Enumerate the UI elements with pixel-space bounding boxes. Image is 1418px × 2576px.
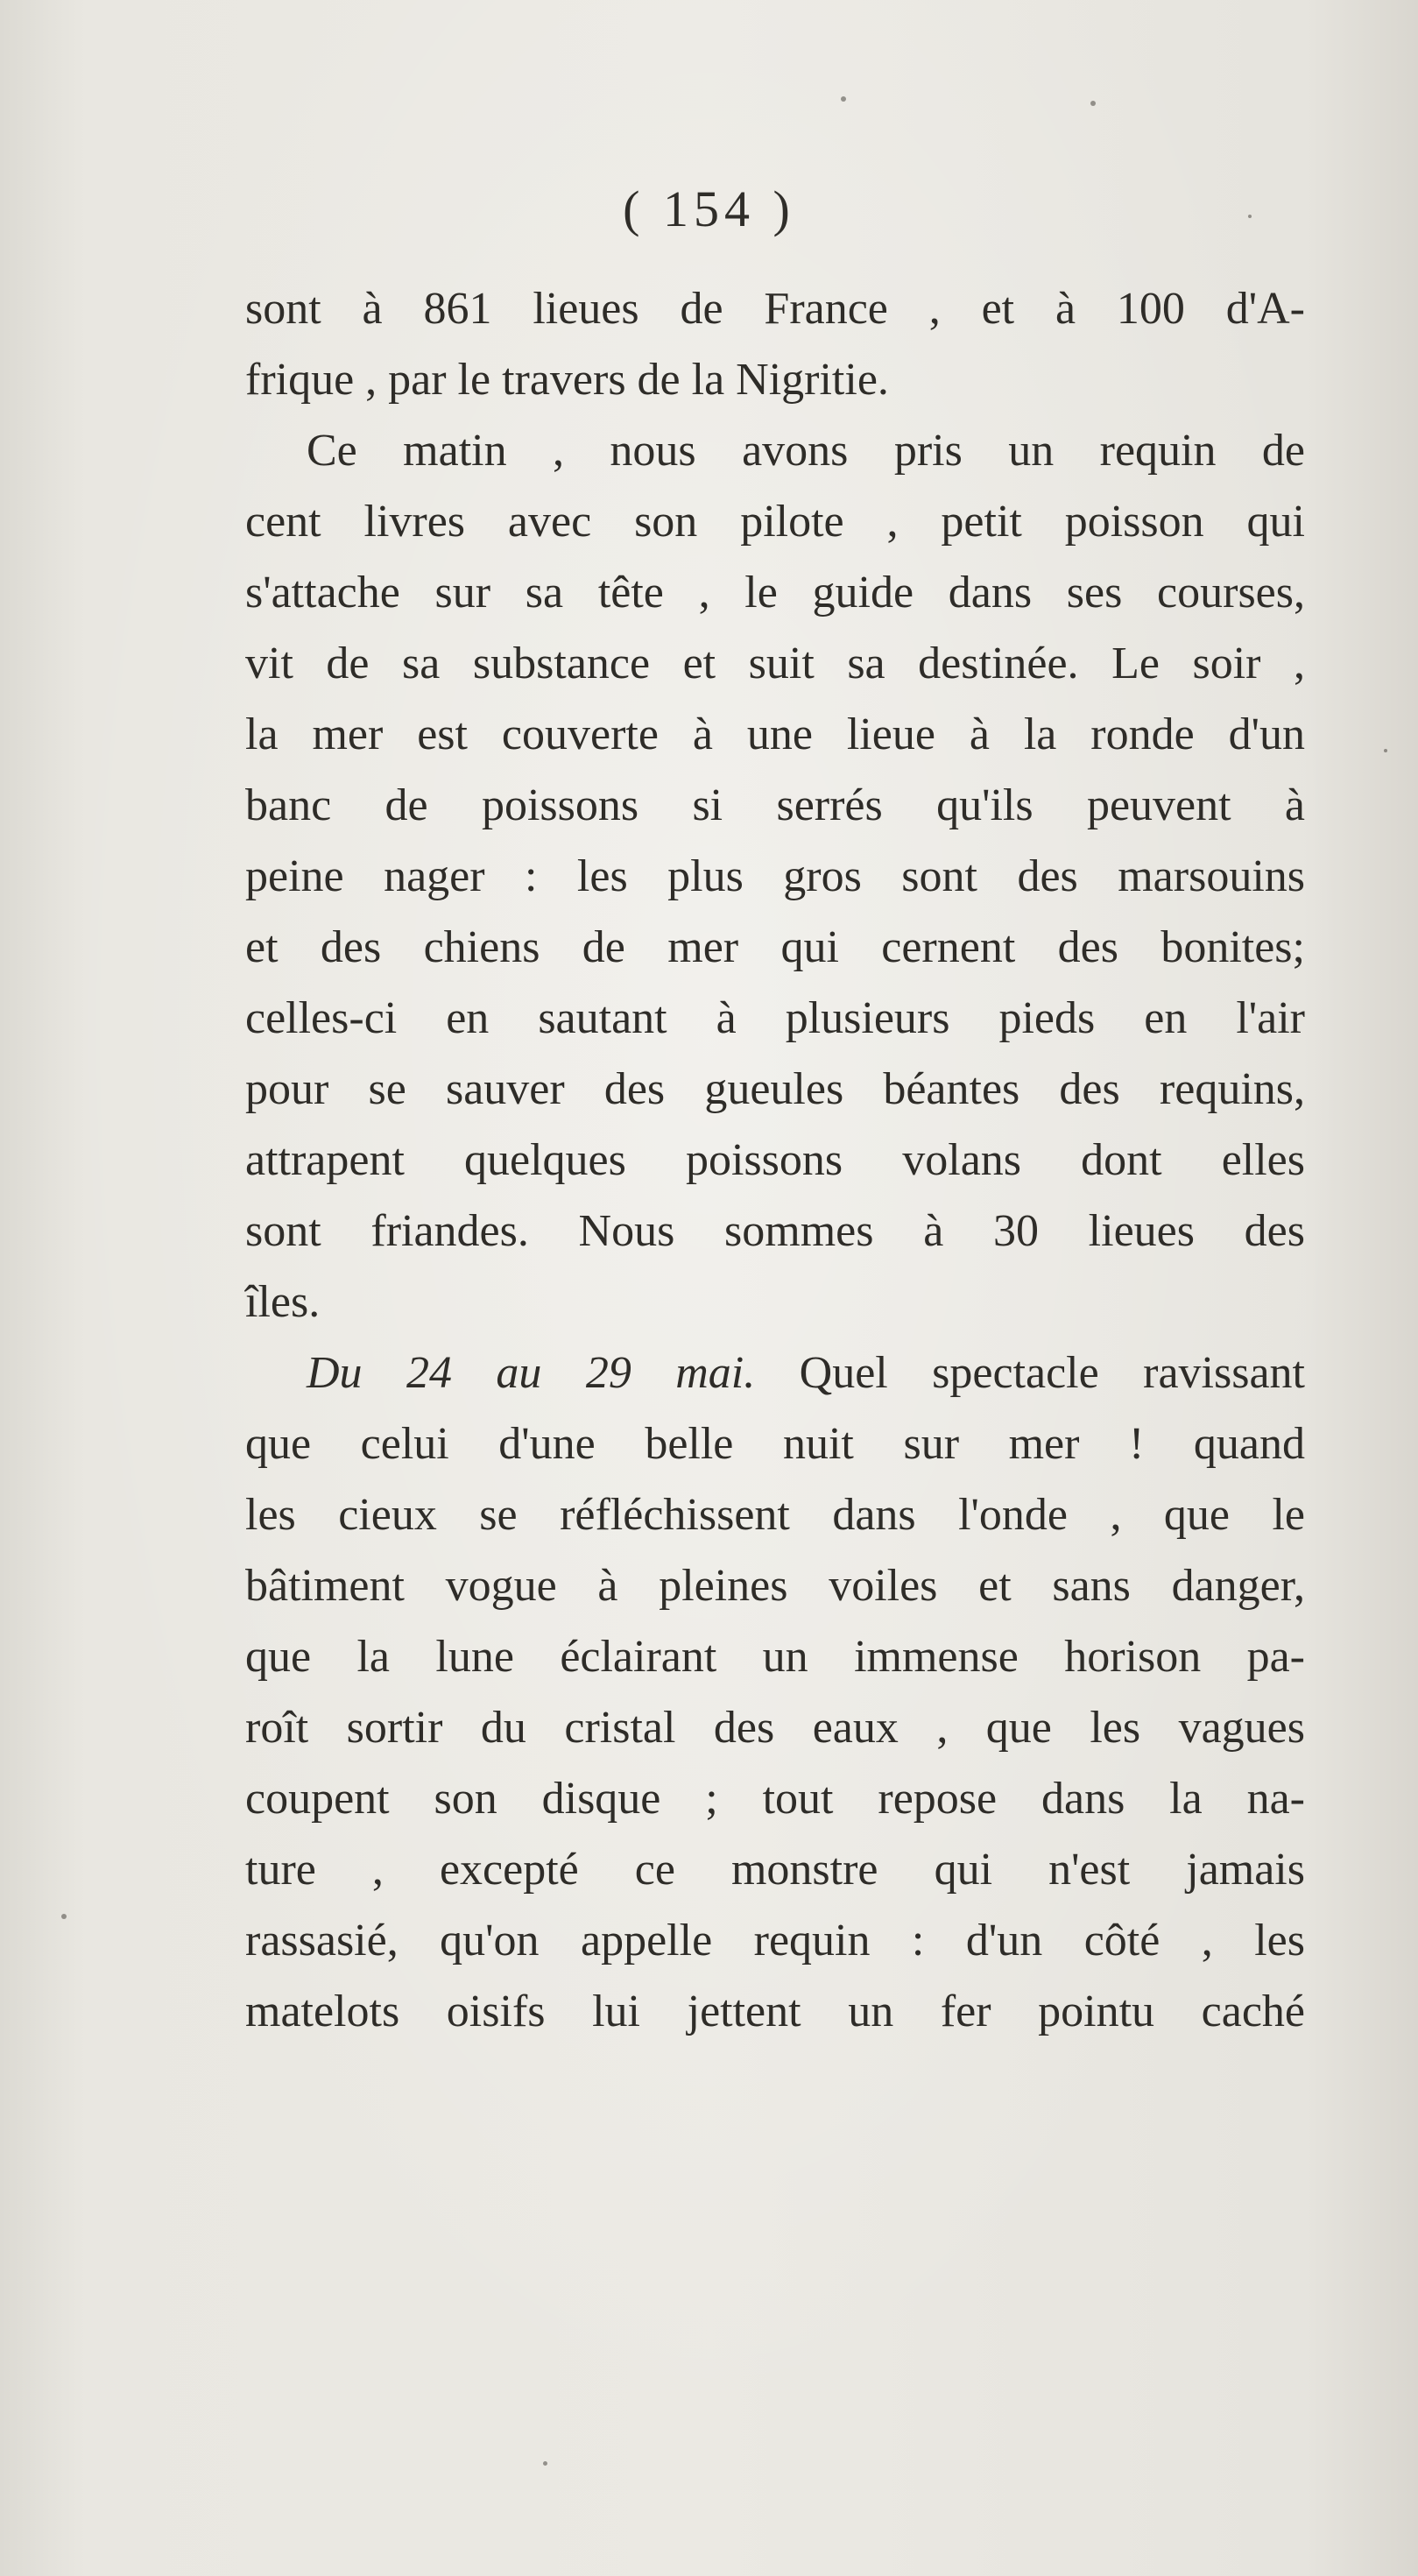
paper-speck [841,96,846,102]
text-line-content: sont à 861 lieues de France , et à 100 d'A- [245,284,1305,334]
text-line-content: pour se sauver des gueules béantes des requins, [245,1064,1305,1114]
text-line [245,1905,1305,1976]
paper-speck [543,2461,547,2466]
text-line [245,1621,1305,1692]
text-line [245,1834,1305,1905]
text-line [245,415,1305,486]
paper-speck [1384,749,1387,752]
text-line [245,1337,1305,1408]
text-line [245,699,1305,770]
text-line-content: celles-ci en sautant à plusieurs pieds en l'air [245,993,1305,1043]
text-line [245,841,1305,912]
text-line-content: banc de poissons si serrés qu'ils peuvent à [245,780,1305,830]
text-line-content: îles. [245,1277,321,1327]
text-line [245,273,1305,344]
paper-speck [61,1914,67,1919]
text-line-content: que celui d'une belle nuit sur mer ! quand [245,1419,1305,1469]
text-line [245,628,1305,699]
text-line [245,557,1305,628]
text-line [245,1976,1305,2047]
text-line-content: peine nager : les plus gros sont des marsouins [245,851,1305,901]
text-line [245,1479,1305,1550]
text-line [245,1196,1305,1267]
text-line [245,1692,1305,1763]
text-line-content: vit de sa substance et suit sa destinée. Le soir , [245,639,1305,688]
text-line [245,486,1305,557]
text-line [245,1125,1305,1196]
text-line-content: s'attache sur sa tête , le guide dans ses courses, [245,568,1305,618]
text-line-content: la mer est couverte à une lieue à la ronde d'un [245,709,1305,759]
text-line-content: bâtiment vogue à pleines voiles et sans danger, [245,1561,1305,1611]
text-line-content: rassasié, qu'on appelle requin : d'un côté , les [245,1916,1305,1966]
text-line-content: matelots oisifs lui jettent un fer pointu caché [245,1987,1305,2036]
text-line [245,344,1305,415]
text-line-content: Quel spectacle ravissant [755,1348,1305,1398]
text-line-content: ture , excepté ce monstre qui n'est jamais [245,1845,1305,1895]
text-line-content: attrapent quelques poissons volans dont elles [245,1135,1305,1185]
text-line [245,983,1305,1054]
date-heading: Du 24 au 29 mai. [307,1348,756,1398]
text-line-content: sont friandes. Nous sommes à 30 lieues des [245,1206,1305,1256]
text-line [245,770,1305,841]
text-line-content: les cieux se réfléchissent dans l'onde , que le [245,1490,1305,1540]
text-line-content: coupent son disque ; tout repose dans la na- [245,1774,1305,1824]
body-text [245,273,1305,2047]
page-number: ( 154 ) [623,180,795,237]
text-line-content: et des chiens de mer qui cernent des bonites; [245,922,1305,972]
text-line [245,1763,1305,1834]
text-line-content: Ce matin , nous avons pris un requin de [307,426,1305,476]
text-line [245,912,1305,983]
text-line-content: frique , par le travers de la Nigritie. [245,355,889,405]
paper-speck [1248,215,1252,218]
text-line [245,1550,1305,1621]
text-line-content: que la lune éclairant un immense horison pa- [245,1632,1305,1682]
text-line [245,1408,1305,1479]
paper-speck [1090,101,1096,106]
text-line [245,1267,1305,1337]
text-line-content: cent livres avec son pilote , petit poisson qui [245,497,1305,547]
text-line-content: roît sortir du cristal des eaux , que les vagues [245,1703,1305,1753]
text-line [245,1054,1305,1125]
